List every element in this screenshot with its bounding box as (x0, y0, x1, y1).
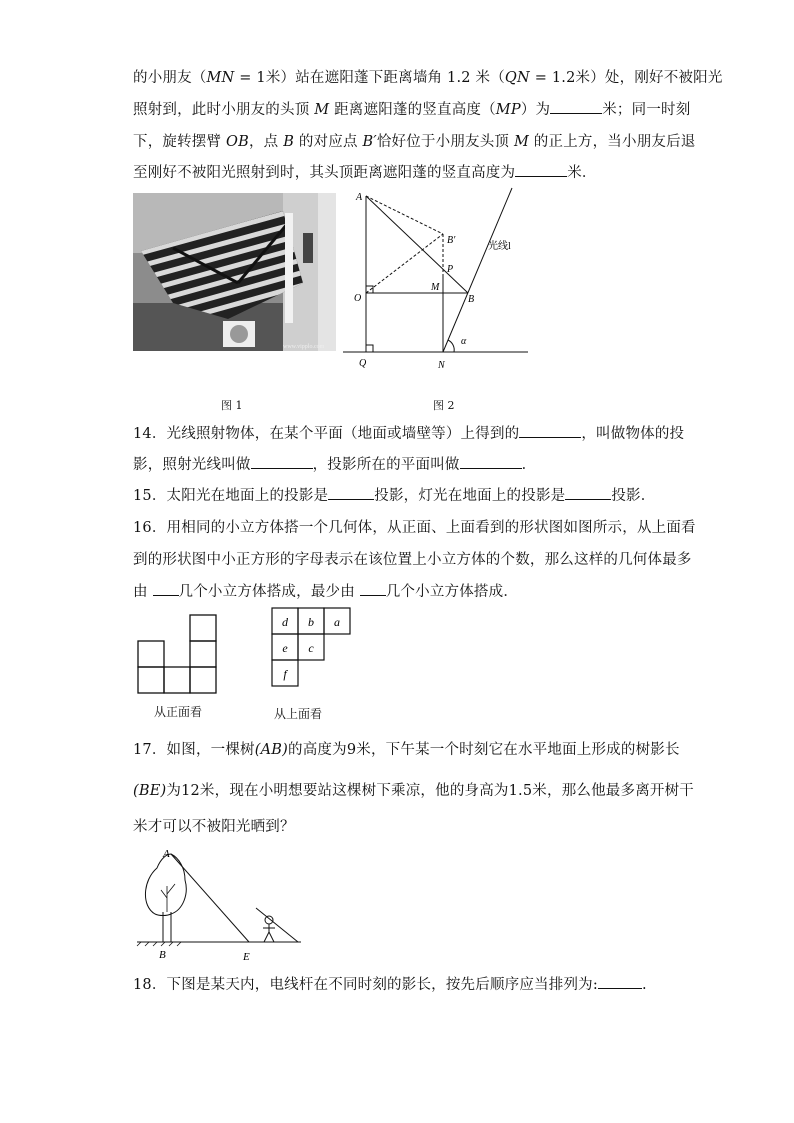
q17-line-1 (133, 738, 680, 759)
light-ray (443, 188, 512, 352)
label-b: B (159, 949, 166, 961)
answer-blank[interactable] (550, 99, 602, 114)
tree-trunk (163, 912, 171, 942)
text: 14．光线照射物体，在某个平面（地面或墙壁等）上得到的 (133, 426, 520, 442)
answer-blank[interactable] (360, 581, 386, 596)
answer-blank[interactable] (565, 485, 611, 500)
text: = 1.2米）处，刚好不被阳光 (529, 70, 723, 86)
text: 投影． (611, 488, 656, 504)
q17-line-3: 米才可以不被阳光晒到？ (133, 819, 295, 835)
text: 下，旋转摆臂 (133, 134, 227, 150)
number: 1.5 (508, 783, 533, 799)
q13-line-2 (133, 98, 690, 119)
q16-line-2: 到的形状图中小正方形的字母表示在该位置上小立方体的个数，那么这样的几何体最多 (133, 552, 692, 568)
text: 恰好位于小朋友头顶 (376, 134, 514, 150)
var-mn: MN (206, 70, 235, 86)
q14-line-2 (133, 453, 536, 474)
angle-alpha-arc (448, 340, 454, 352)
photo-watermark: www.vipplo.com (283, 344, 325, 350)
text: 距离遮阳蓬的竖直高度（ (329, 102, 496, 118)
fig1-caption: 图 1 (221, 399, 243, 412)
sun-ray-person (256, 908, 298, 942)
text: 15．太阳光在地面上的投影是 (133, 488, 329, 504)
text: 照射到，此时小朋友的头顶 (133, 102, 315, 118)
text: 为 (166, 783, 182, 799)
cell-letter: e (282, 641, 288, 655)
text: ）为 (520, 102, 551, 118)
answer-blank[interactable] (328, 485, 374, 500)
text: ，叫做物体的投 (581, 426, 685, 442)
text: 米，那么他最多离开树干 (532, 783, 694, 799)
front-view-diagram (136, 613, 220, 695)
person-head (265, 916, 273, 924)
text: ，点 (248, 134, 284, 150)
q16-line-1: 16．用相同的小立方体搭一个几何体，从正面、上面看到的形状图如图所示，从上面看 (133, 520, 696, 536)
ground-hatch (137, 942, 181, 946)
cell-letter: c (308, 641, 314, 655)
tree-shadow-diagram (133, 846, 313, 964)
text: . (641, 977, 647, 993)
tree-branches (161, 884, 175, 912)
label-n: N (438, 360, 445, 371)
text: 的正上方，当小朋友后退 (529, 134, 696, 150)
cell-letter: f (283, 667, 287, 681)
q17-line-2 (133, 779, 694, 800)
var-m: M (513, 134, 529, 150)
geometry-diagram-fig2 (340, 186, 540, 376)
answer-blank[interactable] (153, 581, 179, 596)
top-view-diagram (271, 607, 353, 689)
text: 米，下午某一个时刻它在水平地面上形成的树影长 (356, 742, 680, 758)
q13-line-4 (133, 161, 597, 182)
label-a: A (163, 848, 170, 860)
text: 17．如图，一棵树 (133, 742, 255, 758)
person-body (263, 924, 275, 942)
cell-letter: a (334, 615, 340, 629)
text: 至刚好不被阳光照射到时，其头顶距离遮阳蓬的竖直高度为 (133, 165, 516, 181)
answer-blank[interactable] (460, 454, 522, 469)
text: 的对应点 (294, 134, 363, 150)
var-qn: QN (504, 70, 530, 86)
answer-blank[interactable] (598, 974, 642, 989)
label-q: Q (359, 358, 367, 369)
text: 的小朋友（ (133, 70, 207, 86)
answer-blank[interactable] (251, 454, 313, 469)
text: 几个小立方体搭成，最少由 (178, 584, 360, 600)
q16-line-3 (133, 580, 518, 601)
var-mp: MP (495, 102, 521, 118)
q15-line (133, 484, 655, 505)
number: 9 (346, 742, 357, 758)
text: 由 (133, 584, 153, 600)
label-light: 光线l (488, 241, 511, 252)
label-alpha: α (461, 336, 467, 347)
cell-letter: d (282, 615, 288, 629)
label-o: O (354, 293, 362, 304)
q18-line (133, 973, 647, 994)
label-a: A (356, 192, 363, 203)
var-m: M (314, 102, 330, 118)
label-b: B (468, 294, 475, 305)
awning-photo (133, 193, 336, 351)
text: 米；同一时刻 (602, 102, 691, 118)
text: 影，照射光线叫做 (133, 457, 251, 473)
text: 18．下图是某天内，电线杆在不同时刻的影长，按先后顺序应当排列为: (133, 977, 598, 993)
sun-ray-ae (171, 854, 249, 942)
var-b-prime: B′ (362, 134, 377, 150)
text: ，投影所在的平面叫做 (312, 457, 460, 473)
text: 米，现在小明想要站这棵树下乘凉，他的身高为 (199, 783, 509, 799)
q13-line-1 (133, 66, 723, 87)
text: = 1米）站在遮阳蓬下距离墙角 1.2 米（ (234, 70, 505, 86)
answer-blank[interactable] (515, 162, 567, 177)
text: 米． (567, 165, 597, 181)
label-p: P (447, 264, 454, 275)
text: ． (521, 457, 537, 473)
number: 12 (181, 783, 200, 799)
var-ab: (AB) (254, 742, 289, 758)
front-view-caption: 从正面看 (154, 705, 203, 719)
tree-crown (145, 854, 186, 916)
text: 投影，灯光在地面上的投影是 (374, 488, 566, 504)
text: 几个小立方体搭成． (385, 584, 519, 600)
answer-blank[interactable] (519, 423, 581, 438)
label-b-prime: B′ (447, 235, 456, 246)
var-b: B (283, 134, 295, 150)
label-e: E (243, 951, 250, 963)
q14-line-1 (133, 422, 684, 443)
var-ob: OB (226, 134, 249, 150)
var-be: (BE) (133, 783, 167, 799)
top-view-caption: 从上面看 (274, 707, 323, 721)
cell-letter: b (308, 615, 314, 629)
right-angle-q (366, 345, 373, 352)
label-m: M (431, 282, 440, 293)
q13-line-3 (133, 130, 696, 151)
dashed-ab-prime (366, 196, 443, 234)
fig2-caption: 图 2 (433, 399, 455, 412)
text: 的高度为 (288, 742, 347, 758)
